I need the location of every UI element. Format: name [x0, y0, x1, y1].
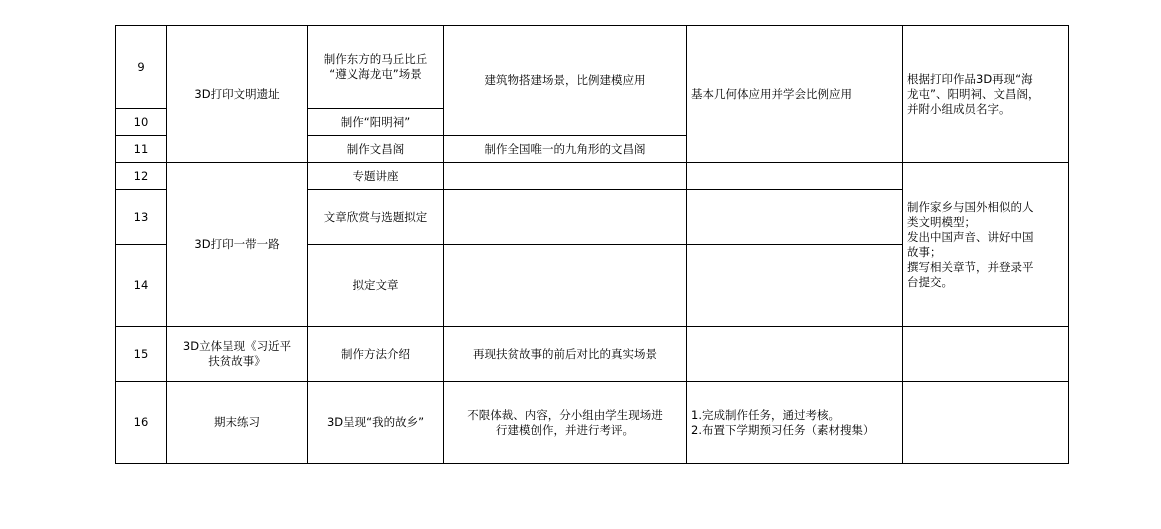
skill-cell — [687, 382, 903, 464]
table-row-12 — [116, 163, 1069, 190]
outcome-line: 撰写相关章节，并登录平 — [907, 259, 1034, 274]
topic-cell: 文章欣赏与选题拟定 — [308, 190, 444, 245]
skill-line: 1.完成制作任务，通过考核。 — [691, 407, 840, 422]
row-number: 9 — [116, 26, 167, 109]
outcome-line: 并附小组成员名字。 — [907, 101, 1011, 116]
topic-line: “遵义海龙屯”场景 — [329, 67, 422, 81]
outcome-line: 发出中国声音、讲好中国 — [907, 229, 1034, 244]
topic-cell: 制作文昌阁 — [308, 136, 444, 163]
row-number: 13 — [116, 190, 167, 245]
unit-cell: 期末练习 — [167, 382, 308, 464]
row-number: 12 — [116, 163, 167, 190]
outcome-cell — [903, 163, 1069, 327]
skill-cell — [687, 190, 903, 245]
outcome-cell — [903, 382, 1069, 464]
topic-cell: 制作方法介绍 — [308, 327, 444, 382]
outcome-cell — [903, 26, 1069, 163]
outcome-cell — [903, 327, 1069, 382]
topic-cell: 制作“阳明祠” — [308, 109, 444, 136]
skill-cell: 基本几何体应用并学会比例应用 — [687, 26, 903, 163]
row-number: 16 — [116, 382, 167, 464]
content-line: 不限体裁、内容，分小组由学生现场进 — [467, 407, 663, 422]
row-number: 10 — [116, 109, 167, 136]
row-number: 11 — [116, 136, 167, 163]
topic-line: 制作东方的马丘比丘 — [323, 52, 428, 66]
outcome-line: 类文明模型； — [907, 214, 976, 229]
skill-cell — [687, 327, 903, 382]
outcome-line: 故事； — [907, 244, 942, 259]
outcome-line: 龙屯”、阳明祠、文昌阁， — [907, 86, 1040, 101]
content-cell — [444, 245, 687, 327]
topic-cell: 专题讲座 — [308, 163, 444, 190]
topic-cell — [308, 26, 444, 109]
table-row-16 — [116, 382, 1069, 464]
unit-line: 3D立体呈现《习近平 — [182, 339, 292, 353]
skill-line: 2.布置下学期预习任务（素材搜集） — [691, 422, 875, 437]
content-line: 行建模创作，并进行考评。 — [496, 422, 634, 437]
content-cell: 再现扶贫故事的前后对比的真实场景 — [444, 327, 687, 382]
outcome-line: 台提交。 — [907, 274, 953, 289]
content-cell — [444, 382, 687, 464]
table-row-9 — [116, 26, 1069, 109]
row-number: 14 — [116, 245, 167, 327]
unit-cell: 3D打印文明遗址 — [167, 26, 308, 163]
unit-line: 扶贫故事》 — [208, 354, 266, 368]
unit-cell: 3D打印一带一路 — [167, 163, 308, 327]
topic-cell: 3D呈现“我的故乡” — [308, 382, 444, 464]
outcome-line: 根据打印作品3D再现“海 — [907, 71, 1033, 86]
skill-cell — [687, 245, 903, 327]
content-cell: 建筑物搭建场景，比例建模应用 — [444, 26, 687, 136]
row-number: 15 — [116, 327, 167, 382]
skill-cell — [687, 163, 903, 190]
content-cell — [444, 163, 687, 190]
content-cell — [444, 190, 687, 245]
topic-cell: 拟定文章 — [308, 245, 444, 327]
content-cell: 制作全国唯一的九角形的文昌阁 — [444, 136, 687, 163]
course-plan-table — [115, 25, 1069, 464]
table-row-15 — [116, 327, 1069, 382]
unit-cell — [167, 327, 308, 382]
outcome-line: 制作家乡与国外相似的人 — [907, 199, 1034, 214]
